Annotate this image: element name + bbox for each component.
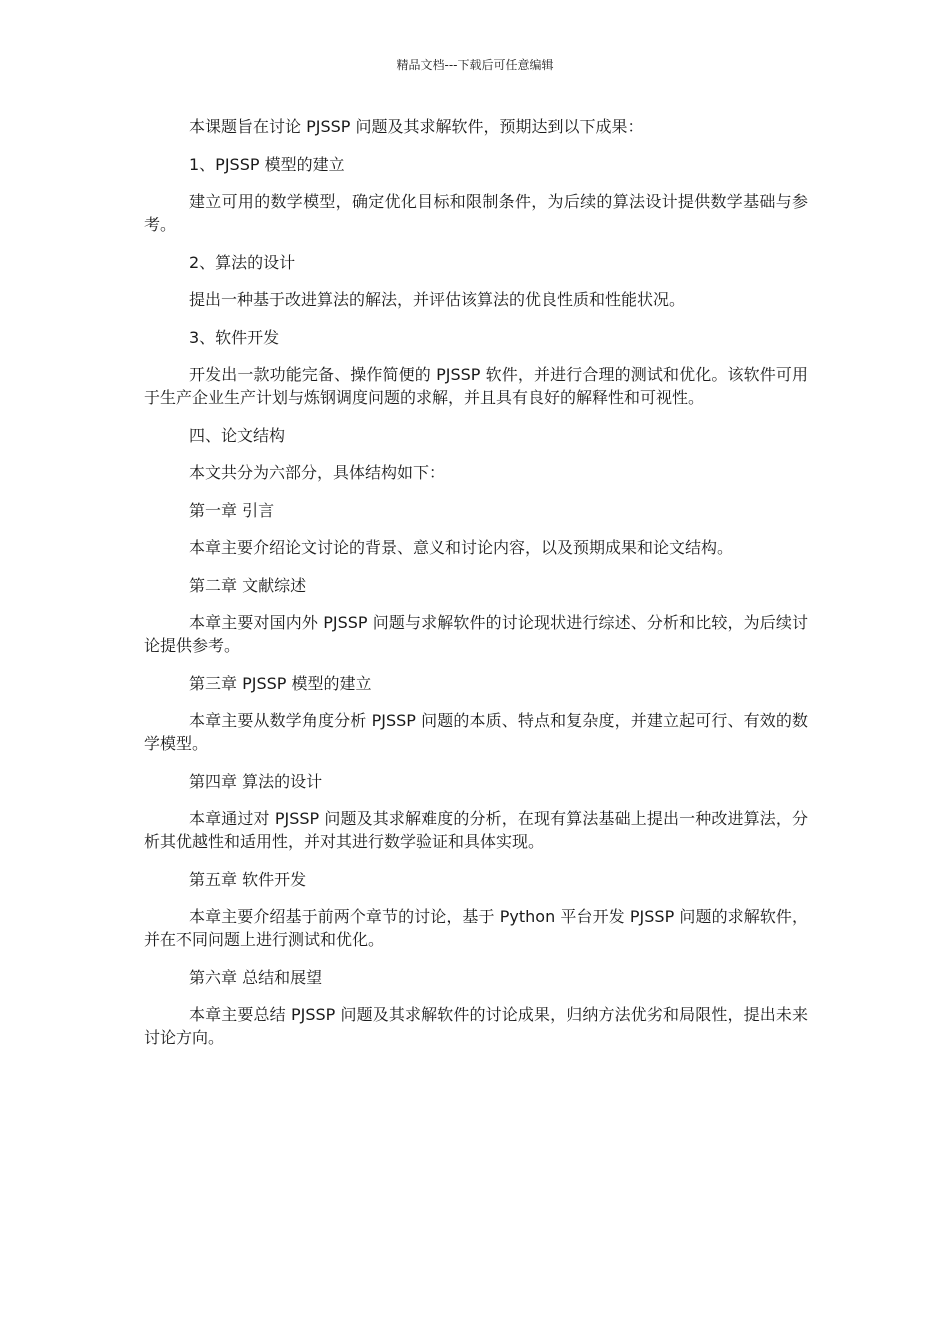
chapter-4-heading: 第四章 算法的设计	[189, 771, 323, 791]
chapter-3-heading: 第三章 PJSSP 模型的建立	[189, 673, 372, 693]
chapter-1-paragraph: 本章主要介绍论文讨论的背景、意义和讨论内容，以及预期成果和论文结构。	[189, 538, 734, 557]
chapter-5-heading: 第五章 软件开发	[189, 869, 307, 889]
page-header: 精品文档---下载后可任意编辑	[396, 58, 554, 72]
outcome-3-heading: 3、软件开发	[189, 327, 280, 347]
outcome-1-paragraph: 建立可用的数学模型，确定优化目标和限制条件，为后续的算法设计提供数学基础与参考。	[144, 192, 808, 234]
outcome-3-paragraph: 开发出一款功能完备、操作简便的 PJSSP 软件，并进行合理的测试和优化。该软件可用于生产企业生产计划与炼钢调度问题的求解，并且具有良好的解释性和可视性。	[144, 365, 808, 407]
intro-paragraph: 本课题旨在讨论 PJSSP 问题及其求解软件，预期达到以下成果：	[189, 117, 644, 136]
outcome-2-paragraph: 提出一种基于改进算法的解法，并评估该算法的优良性质和性能状况。	[189, 290, 686, 309]
chapter-2-paragraph: 本章主要对国内外 PJSSP 问题与求解软件的讨论现状进行综述、分析和比较，为后续讨论提供参考。	[144, 613, 808, 655]
chapter-6-heading: 第六章 总结和展望	[189, 967, 323, 987]
structure-intro-paragraph: 本文共分为六部分，具体结构如下：	[189, 463, 446, 482]
outcome-2-heading: 2、算法的设计	[189, 252, 296, 272]
chapter-5-paragraph: 本章主要介绍基于前两个章节的讨论，基于 Python 平台开发 PJSSP 问题的求解软件，并在不同问题上进行测试和优化。	[144, 907, 808, 949]
chapter-4-paragraph: 本章通过对 PJSSP 问题及其求解难度的分析，在现有算法基础上提出一种改进算法，分析其优越性和适用性，并对其进行数学验证和具体实现。	[144, 809, 808, 851]
section-heading-structure: 四、论文结构	[189, 425, 286, 445]
outcome-1-heading: 1、PJSSP 模型的建立	[189, 154, 345, 174]
chapter-6-paragraph: 本章主要总结 PJSSP 问题及其求解软件的讨论成果，归纳方法优劣和局限性，提出未来讨论方向。	[144, 1005, 808, 1047]
chapter-2-heading: 第二章 文献综述	[189, 575, 307, 595]
document-body	[144, 115, 808, 1064]
chapter-3-paragraph: 本章主要从数学角度分析 PJSSP 问题的本质、特点和复杂度，并建立起可行、有效的数学模型。	[144, 711, 808, 753]
chapter-1-heading: 第一章 引言	[189, 500, 275, 520]
